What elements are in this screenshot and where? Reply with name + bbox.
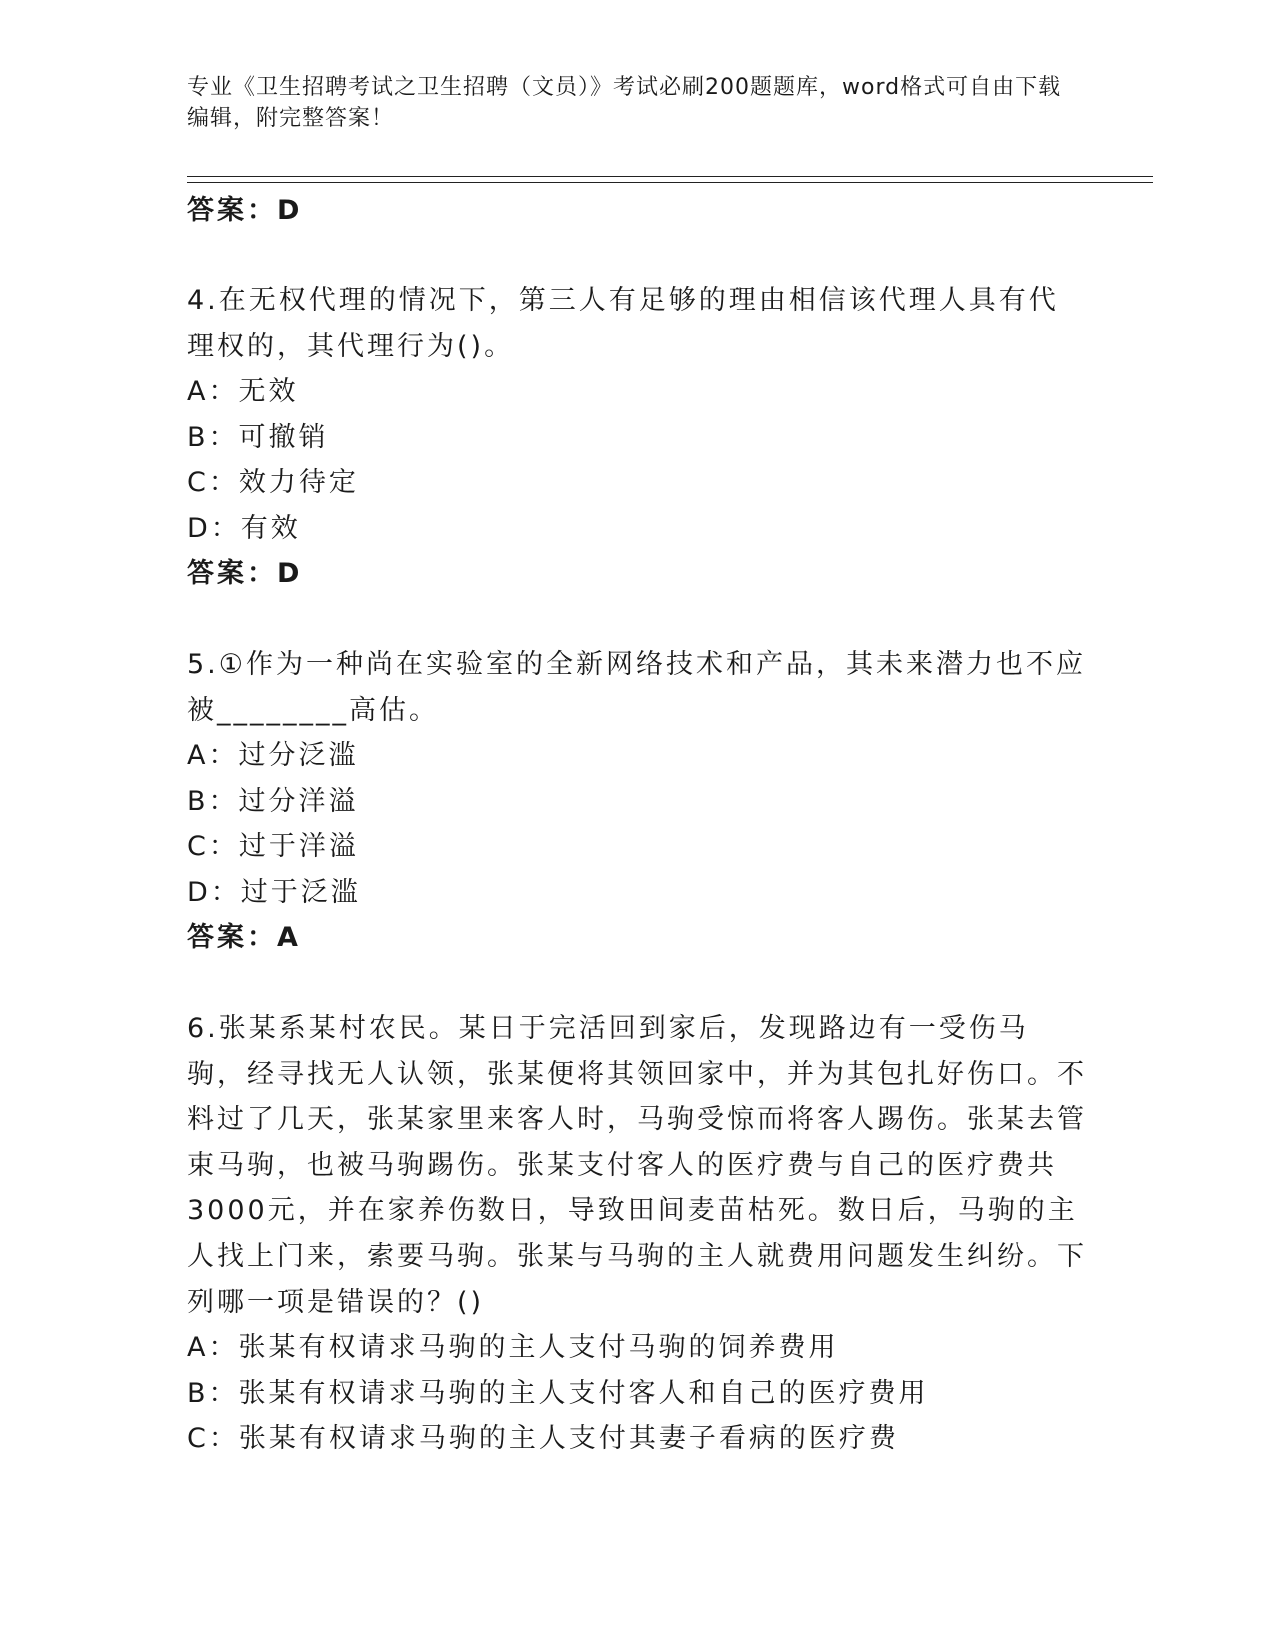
- answer-label: 答案：A: [187, 922, 301, 953]
- option-c: C：效力待定: [187, 467, 359, 498]
- page-header: 专业《卫生招聘考试之卫生招聘（文员）》考试必刷200题题库，word格式可自由下载编辑，附完整答案！: [187, 75, 1062, 131]
- question-5: [187, 642, 1087, 960]
- question-text: 6.张某系某村农民。某日于完活回到家后，发现路边有一受伤马驹，经寻找无人认领，张某便将其领回家中，并为其包扎好伤口。不料过了几天，张某家里来客人时，马驹受惊而将客人踢伤。张某去管束马驹，也被马驹踢伤。张某支付客人的医疗费与自己的医疗费共3000元，并在家养伤数日，导致田间麦苗枯死。数日后，马驹的主人找上门来，索要马驹。张某与马驹的主人就费用问题发生纠纷。下列哪一项是错误的？(): [187, 1013, 1087, 1318]
- header-divider: [187, 176, 1153, 183]
- option-b: B：张某有权请求马驹的主人支付客人和自己的医疗费用: [187, 1377, 929, 1409]
- option-b: B：过分洋溢: [187, 785, 359, 817]
- option-a: A：张某有权请求马驹的主人支付马驹的饲养费用: [187, 1332, 839, 1364]
- question-text: 5.①作为一种尚在实验室的全新网络技术和产品，其未来潜力也不应被________高估。: [187, 649, 1086, 726]
- option-d: D：有效: [187, 512, 301, 544]
- document-body: [187, 188, 1087, 1462]
- option-c: C：张某有权请求马驹的主人支付其妻子看病的医疗费: [187, 1423, 899, 1455]
- option-d: D：过于泛滥: [187, 876, 361, 908]
- question-6: [187, 1006, 1087, 1462]
- question-text: 4.在无权代理的情况下，第三人有足够的理由相信该代理人具有代理权的，其代理行为()。: [187, 285, 1059, 362]
- answer-label: 答案：D: [187, 195, 303, 226]
- question-4: [187, 278, 1087, 596]
- option-a: A：过分泛滥: [187, 740, 359, 771]
- option-b: B：可撤销: [187, 421, 329, 453]
- option-c: C：过于洋溢: [187, 831, 359, 862]
- option-a: A：无效: [187, 376, 299, 407]
- answer-label: 答案：D: [187, 558, 303, 589]
